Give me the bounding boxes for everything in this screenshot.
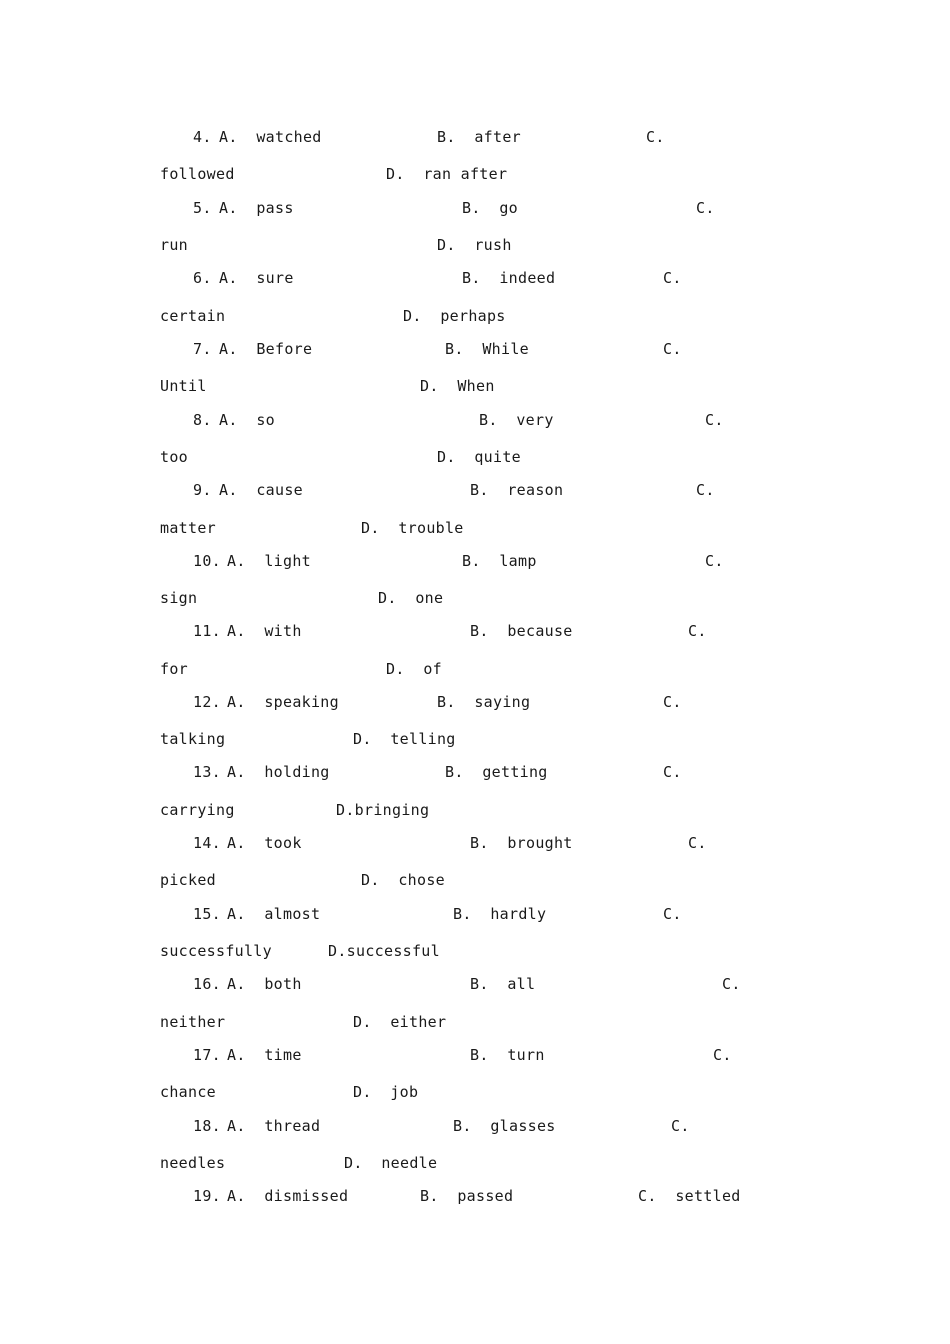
option-a: A. time: [227, 1046, 302, 1064]
option-b: B. saying: [437, 693, 531, 711]
option-c-letter: C.: [688, 622, 707, 640]
option-b: B. hardly: [453, 905, 547, 923]
option-a: A. with: [227, 622, 302, 640]
option-a: A. so: [219, 411, 275, 429]
option-c-letter: C.: [722, 975, 741, 993]
option-d: D.successful: [328, 942, 440, 960]
question-number: 17.: [193, 1046, 221, 1064]
option-c-word: matter: [160, 519, 216, 537]
option-c-word: run: [160, 236, 188, 254]
option-d: D. one: [378, 589, 444, 607]
question-number: 12.: [193, 693, 221, 711]
option-a: A. sure: [219, 269, 294, 287]
option-c-letter: C.: [696, 481, 715, 499]
option-b: B. turn: [470, 1046, 545, 1064]
option-d: D. of: [386, 660, 442, 678]
option-c-letter: C.: [663, 340, 682, 358]
option-a: A. speaking: [227, 693, 339, 711]
option-a: A. almost: [227, 905, 321, 923]
option-c-word: carrying: [160, 801, 235, 819]
option-a: A. cause: [219, 481, 303, 499]
option-c-word: sign: [160, 589, 198, 607]
question-number: 11.: [193, 622, 221, 640]
option-c-word: successfully: [160, 942, 272, 960]
question-number: 7.: [193, 340, 212, 358]
option-d: D. telling: [353, 730, 456, 748]
question-number: 15.: [193, 905, 221, 923]
option-c-word: chance: [160, 1083, 216, 1101]
option-a: A. Before: [219, 340, 313, 358]
question-number: 19.: [193, 1187, 221, 1205]
option-a: A. holding: [227, 763, 330, 781]
option-c-word: for: [160, 660, 188, 678]
option-d: D. trouble: [361, 519, 464, 537]
option-c-letter: C.: [663, 763, 682, 781]
option-c: C. settled: [638, 1187, 741, 1205]
option-c-word: picked: [160, 871, 216, 889]
option-a: A. pass: [219, 199, 294, 217]
option-b: B. getting: [445, 763, 548, 781]
option-b: B. because: [470, 622, 573, 640]
option-d: D. needle: [344, 1154, 438, 1172]
option-c-letter: C.: [713, 1046, 732, 1064]
question-number: 14.: [193, 834, 221, 852]
option-d: D. quite: [437, 448, 521, 466]
question-number: 5.: [193, 199, 212, 217]
option-d: D. chose: [361, 871, 445, 889]
question-number: 9.: [193, 481, 212, 499]
option-c-letter: C.: [646, 128, 665, 146]
option-c-word: Until: [160, 377, 207, 395]
option-b: B. reason: [470, 481, 564, 499]
option-c-word: needles: [160, 1154, 226, 1172]
question-number: 16.: [193, 975, 221, 993]
option-b: B. brought: [470, 834, 573, 852]
option-d: D. perhaps: [403, 307, 506, 325]
option-b: B. While: [445, 340, 529, 358]
question-number: 4.: [193, 128, 212, 146]
option-a: A. took: [227, 834, 302, 852]
option-c-letter: C.: [705, 552, 724, 570]
question-number: 18.: [193, 1117, 221, 1135]
option-a: A. watched: [219, 128, 322, 146]
option-c-word: certain: [160, 307, 226, 325]
option-d: D. rush: [437, 236, 512, 254]
option-b: B. lamp: [462, 552, 537, 570]
option-c-letter: C.: [688, 834, 707, 852]
option-b: B. after: [437, 128, 521, 146]
option-d: D. ran after: [386, 165, 508, 183]
option-c-word: too: [160, 448, 188, 466]
option-a: A. thread: [227, 1117, 321, 1135]
option-b: B. glasses: [453, 1117, 556, 1135]
option-a: A. dismissed: [227, 1187, 349, 1205]
option-a: A. both: [227, 975, 302, 993]
option-c-letter: C.: [663, 905, 682, 923]
option-b: B. very: [479, 411, 554, 429]
option-d: D. When: [420, 377, 495, 395]
question-number: 10.: [193, 552, 221, 570]
option-c-word: followed: [160, 165, 235, 183]
option-d: D.bringing: [336, 801, 430, 819]
option-b: B. all: [470, 975, 536, 993]
option-c-letter: C.: [663, 269, 682, 287]
option-c-word: talking: [160, 730, 226, 748]
question-number: 13.: [193, 763, 221, 781]
option-c-letter: C.: [705, 411, 724, 429]
option-d: D. either: [353, 1013, 447, 1031]
option-b: B. go: [462, 199, 518, 217]
question-number: 6.: [193, 269, 212, 287]
option-a: A. light: [227, 552, 311, 570]
option-c-letter: C.: [663, 693, 682, 711]
option-c-letter: C.: [671, 1117, 690, 1135]
question-number: 8.: [193, 411, 212, 429]
option-c-word: neither: [160, 1013, 226, 1031]
option-d: D. job: [353, 1083, 419, 1101]
option-b: B. passed: [420, 1187, 514, 1205]
option-c-letter: C.: [696, 199, 715, 217]
option-b: B. indeed: [462, 269, 556, 287]
